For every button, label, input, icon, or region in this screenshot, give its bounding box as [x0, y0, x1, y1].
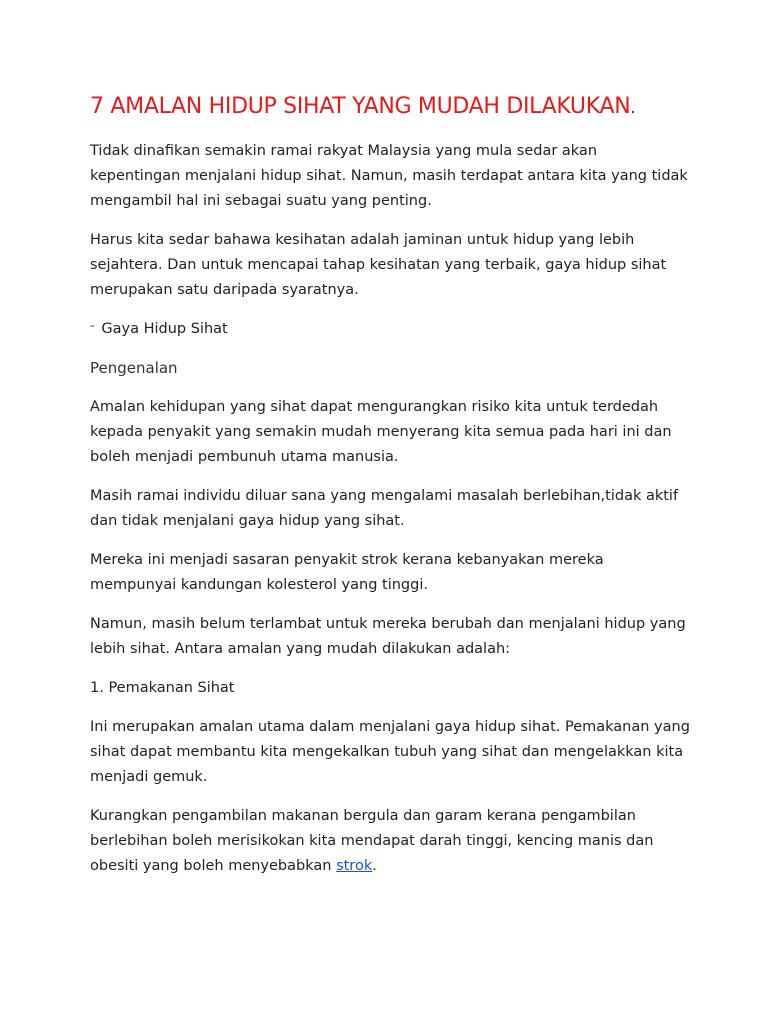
- strok-link[interactable]: strok: [336, 858, 373, 874]
- image-caption-line: [90, 317, 690, 342]
- paragraph-reduce-sugar: [90, 804, 690, 879]
- paragraph-not-too-late: Namun, masih belum terlambat untuk mereka berubah dan menjalani hidup yang lebih sihat. Antara amalan yang mudah dilakukan adalah:: [90, 616, 686, 657]
- paragraph-intro: Tidak dinafikan semakin ramai rakyat Malaysia yang mula sedar akan kepentingan menjalani hidup sihat. Namun, masih terdapat antara kita yang tidak mengambil hal ini sebagai suatu yang penting.: [90, 143, 688, 209]
- image-caption-text: Gaya Hidup Sihat: [101, 321, 228, 337]
- document-content: [90, 92, 690, 893]
- paragraph-healthy-practice: Amalan kehidupan yang sihat dapat mengurangkan risiko kita untuk terdedah kepada penyakit yang semakin mudah menyerang kita semua pada hari ini dan boleh menjadi pembunuh utama manusia.: [90, 399, 672, 465]
- paragraph-stroke-target: Mereka ini menjadi sasaran penyakit strok kerana kebanyakan mereka mempunyai kandungan kolesterol yang tinggi.: [90, 552, 604, 593]
- paragraph-end-period: .: [372, 858, 377, 874]
- section-heading-pengenalan: Pengenalan: [90, 359, 178, 377]
- title-text: 7 AMALAN HIDUP SIHAT YANG MUDAH DILAKUKAN: [90, 94, 631, 119]
- image-placeholder-icon: ⁼: [90, 324, 95, 334]
- paragraph-main-practice: Ini merupakan amalan utama dalam menjalani gaya hidup sihat. Pemakanan yang sihat dapat membantu kita mengekalkan tubuh yang sihat dan mengelakkan kita menjadi gemuk.: [90, 719, 690, 785]
- paragraph-many-individuals: Masih ramai individu diluar sana yang mengalami masalah berlebihan,tidak aktif dan tidak menjalani gaya hidup yang sihat.: [90, 488, 679, 529]
- paragraph-reduce-sugar-text: Kurangkan pengambilan makanan bergula dan garam kerana pengambilan berlebihan boleh merisikokan kita mendapat darah tinggi, kencing manis dan obesiti yang boleh menyebabkan: [90, 808, 654, 874]
- list-heading-pemakanan-sihat: 1. Pemakanan Sihat: [90, 680, 235, 696]
- paragraph-health-guarantee: Harus kita sedar bahawa kesihatan adalah jaminan untuk hidup yang lebih sejahtera. Dan untuk mencapai tahap kesihatan yang terbaik, gaya hidup sihat merupakan satu daripada syaratnya.: [90, 232, 667, 298]
- title-suffix: .: [630, 98, 636, 117]
- page-title: [90, 92, 690, 123]
